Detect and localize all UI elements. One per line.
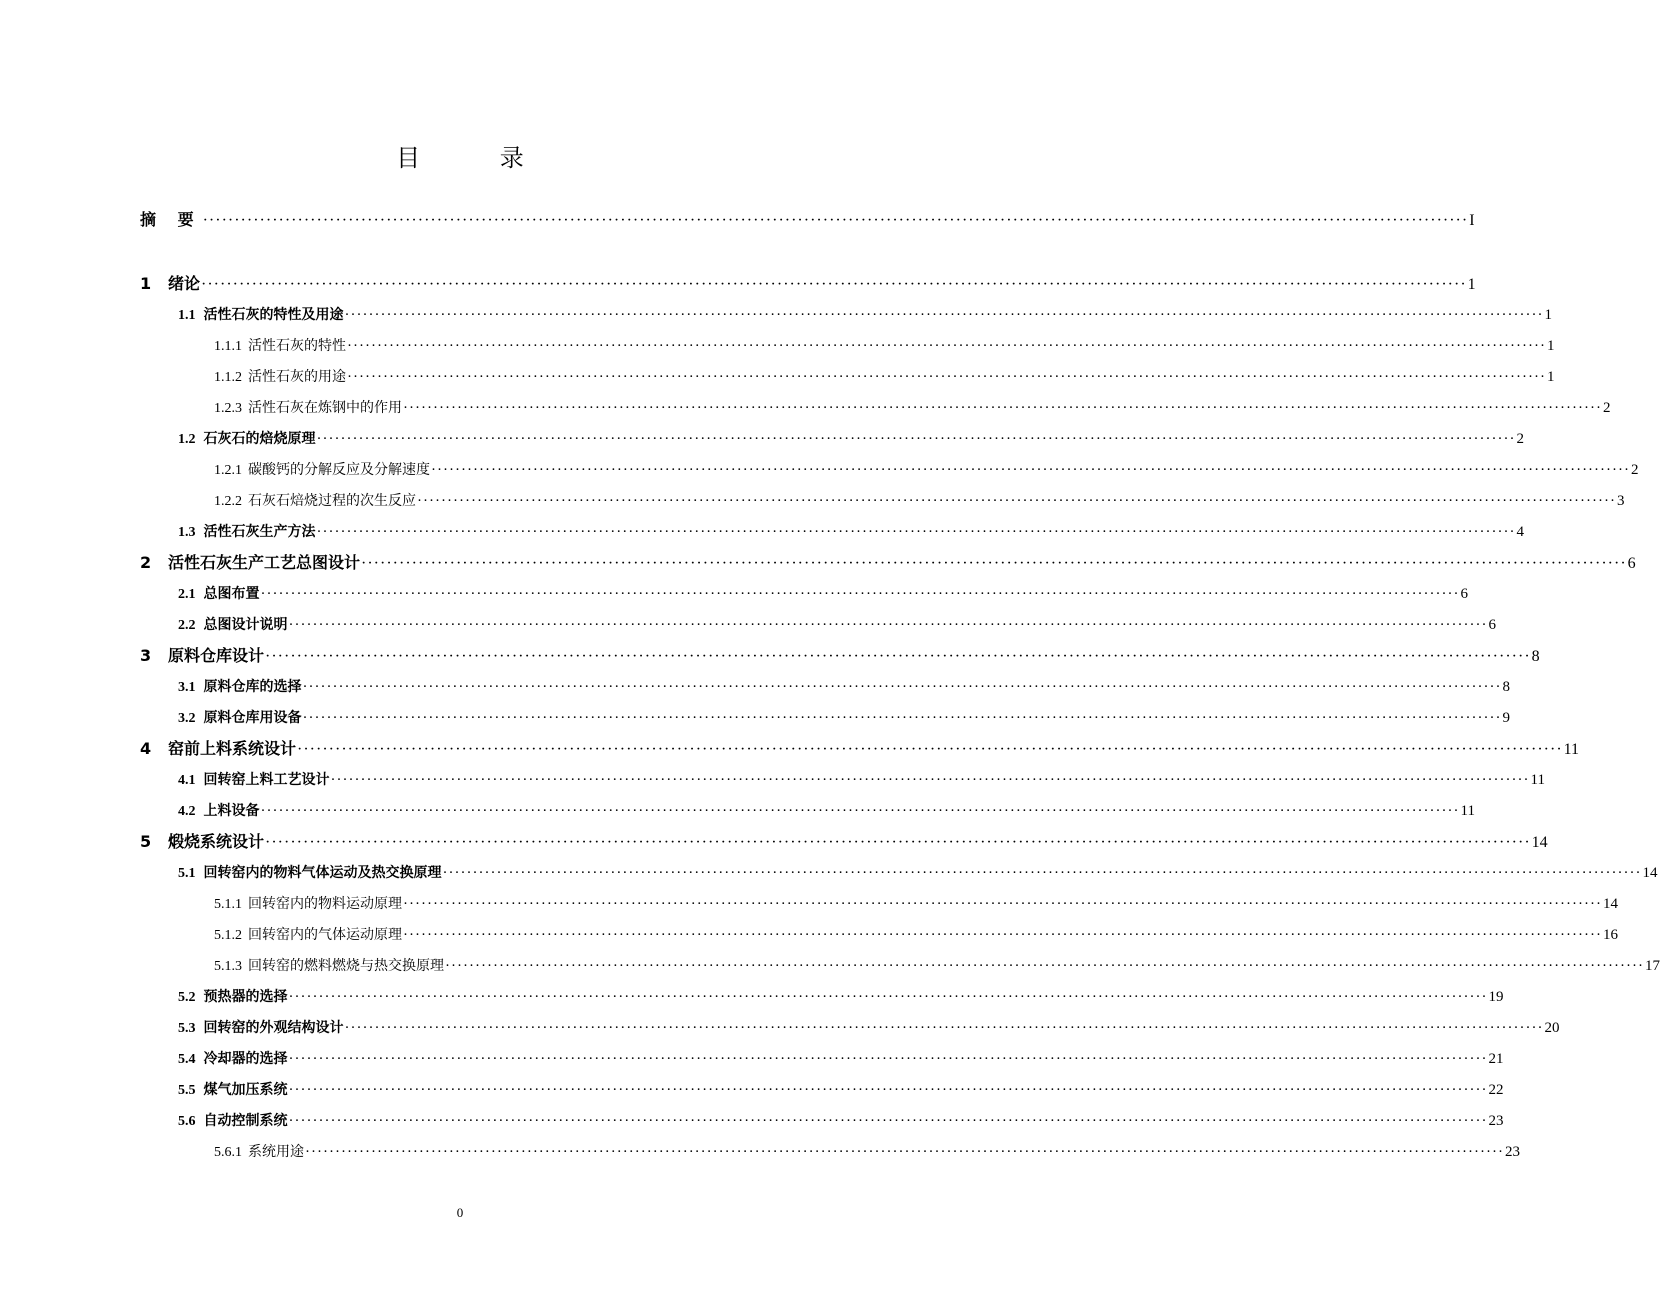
toc-entry-text: 窑前上料系统设计 — [168, 739, 297, 758]
toc-entry[interactable] — [140, 737, 1580, 761]
toc-leader-dots: ········································································································································································································ — [442, 865, 1642, 881]
toc-entry[interactable] — [178, 1078, 1504, 1102]
toc-entry[interactable] — [214, 892, 1619, 916]
toc-leader-dots: ········································································································································································································ — [316, 431, 1516, 447]
toc-entry-page: 19 — [1488, 989, 1504, 1005]
toc-entry-page: 14 — [1531, 834, 1548, 851]
toc-leader-dots: ········································································································································································································ — [288, 1082, 1488, 1098]
toc-entry-page: 16 — [1603, 927, 1619, 943]
toc-entry-number: 1.1.2 — [214, 370, 242, 385]
toc-entry[interactable] — [214, 396, 1611, 420]
toc-entry-number: 3.1 — [178, 680, 196, 695]
toc-entry-page: 21 — [1488, 1051, 1504, 1067]
toc-entry[interactable] — [214, 923, 1619, 947]
toc-leader-dots: ········································································································································································································ — [445, 958, 1645, 974]
toc-entry-abstract[interactable] — [140, 208, 1475, 232]
toc-entry[interactable] — [140, 830, 1548, 854]
toc-entry[interactable] — [178, 303, 1553, 327]
toc-entry[interactable] — [178, 1109, 1504, 1133]
toc-entry-number: 1.2.2 — [214, 494, 242, 509]
toc-entry[interactable] — [178, 768, 1545, 792]
toc-leader-dots: ········································································································································································································ — [288, 617, 1488, 633]
toc-entry-text: 煤气加压系统 — [203, 1082, 288, 1098]
toc-entry-text: 冷却器的选择 — [203, 1051, 288, 1067]
toc-entry-text: 系统用途 — [248, 1144, 304, 1160]
toc-leader-dots: ········································································································································································································ — [431, 462, 1631, 478]
toc-leader-dots: ········································································································································································································ — [288, 1051, 1488, 1067]
toc-entry-text: 回转窑的外观结构设计 — [203, 1020, 344, 1036]
toc-entry-text: 总图设计说明 — [203, 617, 288, 633]
toc-entry-text: 摘 要 — [140, 210, 202, 229]
toc-entry-number: 5.3 — [178, 1021, 196, 1036]
toc-entry-page: 1 — [1547, 338, 1555, 354]
toc-entry-page: 17 — [1645, 958, 1660, 974]
page-number: 0 — [456, 1205, 464, 1220]
toc-entry-page: 1 — [1467, 276, 1476, 293]
toc-leader-dots: ········································································································································································································ — [330, 772, 1530, 788]
toc-entry-number: 5.1.3 — [214, 959, 242, 974]
toc-entry-page: 20 — [1544, 1020, 1560, 1036]
toc-entry-text: 活性石灰生产工艺总图设计 — [168, 553, 361, 572]
toc-leader-dots: ········································································································································································································ — [347, 338, 1547, 354]
toc-leader-dots: ········································································································································································································ — [316, 524, 1516, 540]
toc-entry[interactable] — [178, 675, 1511, 699]
toc-entry[interactable] — [214, 489, 1625, 513]
toc-leader-dots: ········································································································································································································ — [302, 710, 1502, 726]
toc-entry-text: 碳酸钙的分解反应及分解速度 — [248, 462, 430, 478]
toc-entry-page: 22 — [1488, 1082, 1504, 1098]
toc-entry-text: 总图布置 — [203, 586, 260, 602]
toc-entry-number: 5.4 — [178, 1052, 196, 1067]
toc-entry[interactable] — [178, 427, 1525, 451]
toc-entry-number: 1.2 — [178, 432, 196, 447]
toc-entry-number: 5.1.2 — [214, 928, 242, 943]
toc-entry-number: 3 — [140, 646, 152, 665]
toc-entry-page: 8 — [1502, 679, 1511, 695]
toc-entry-text: 回转窑的燃料燃烧与热交换原理 — [248, 958, 444, 974]
toc-entry-number: 1.3 — [178, 525, 196, 540]
toc-leader-dots: ········································································································································································································ — [347, 369, 1547, 385]
toc-entry-page: 2 — [1631, 462, 1639, 478]
toc-entry[interactable] — [178, 1016, 1560, 1040]
toc-entry[interactable] — [178, 520, 1525, 544]
toc-entry-text: 回转窑内的物料气体运动及热交换原理 — [203, 865, 442, 881]
toc-entry[interactable] — [214, 954, 1660, 978]
toc-entry-page: 2 — [1516, 431, 1525, 447]
toc-leader-dots: ········································································································································································································ — [297, 741, 1563, 758]
toc-leader-dots: ········································································································································································································ — [361, 555, 1627, 572]
toc-leader-dots: ········································································································································································································ — [265, 834, 1531, 851]
toc-entry-number: 5.5 — [178, 1083, 196, 1098]
toc-leader-dots: ········································································································································································································ — [260, 586, 1460, 602]
toc-entry-text: 回转窑内的气体运动原理 — [248, 927, 402, 943]
toc-entry-number: 5.1 — [178, 866, 196, 881]
toc-leader-dots: ········································································································································································································ — [202, 212, 1469, 229]
toc-entry-text: 活性石灰的用途 — [248, 369, 346, 385]
toc-entry-page: 8 — [1531, 648, 1540, 665]
toc-entry-text: 回转窑内的物料运动原理 — [248, 896, 402, 912]
toc-entry-page: 14 — [1642, 865, 1658, 881]
toc-entry[interactable] — [178, 861, 1658, 885]
toc-entry-number: 1.1 — [178, 308, 196, 323]
toc-entry-page: 2 — [1603, 400, 1611, 416]
toc-entry-number: 1 — [140, 274, 152, 293]
toc-entry-page: 23 — [1488, 1113, 1504, 1129]
toc-entry[interactable] — [214, 458, 1639, 482]
toc-entry-number: 4.1 — [178, 773, 196, 788]
toc-entry-text: 煅烧系统设计 — [168, 832, 265, 851]
toc-entry-page: 1 — [1544, 307, 1553, 323]
toc-leader-dots: ········································································································································································································ — [288, 1113, 1488, 1129]
toc-entry-number: 5.6.1 — [214, 1145, 242, 1160]
toc-leader-dots: ········································································································································································································ — [288, 989, 1488, 1005]
toc-entry-text: 石灰石焙烧过程的次生反应 — [248, 493, 416, 509]
toc-entry-text: 活性石灰的特性及用途 — [203, 307, 344, 323]
toc-entry-text: 自动控制系统 — [203, 1113, 288, 1129]
toc-entry[interactable] — [140, 551, 1636, 575]
toc-leader-dots: ········································································································································································································ — [417, 493, 1617, 509]
toc-entry-text: 活性石灰的特性 — [248, 338, 346, 354]
toc-entry-page: 1 — [1547, 369, 1555, 385]
toc-entry-page: 6 — [1488, 617, 1497, 633]
toc-entry-number: 3.2 — [178, 711, 196, 726]
toc-entry-number: 5.2 — [178, 990, 196, 1005]
toc-leader-dots: ········································································································································································································ — [403, 927, 1603, 943]
toc-leader-dots: ········································································································································································································ — [201, 276, 1467, 293]
toc-entry[interactable] — [178, 985, 1504, 1009]
toc-entry-number: 2.2 — [178, 618, 196, 633]
toc-entry-number: 1.2.3 — [214, 401, 242, 416]
toc-entry-text: 上料设备 — [203, 803, 260, 819]
toc-entry-number: 5.6 — [178, 1114, 196, 1129]
toc-entry-number: 5.1.1 — [214, 897, 242, 912]
toc-leader-dots: ········································································································································································································ — [344, 307, 1544, 323]
toc-entry[interactable] — [178, 1047, 1504, 1071]
toc-entry-page: 23 — [1505, 1144, 1521, 1160]
toc-entry-text: 原料仓库设计 — [168, 646, 265, 665]
toc-entry[interactable] — [214, 365, 1555, 389]
toc-entry-text: 原料仓库的选择 — [203, 679, 302, 695]
toc-entry-page: 11 — [1563, 741, 1580, 758]
toc-leader-dots: ········································································································································································································ — [305, 1144, 1505, 1160]
toc-entry[interactable] — [140, 272, 1476, 296]
toc-entry-text: 石灰石的焙烧原理 — [203, 431, 316, 447]
toc-entry-text: 回转窑上料工艺设计 — [203, 772, 330, 788]
toc-entry[interactable] — [214, 1140, 1521, 1164]
toc-entry-number: 5 — [140, 832, 152, 851]
toc-entry[interactable] — [178, 706, 1511, 730]
toc-entry-text: 预热器的选择 — [203, 989, 288, 1005]
toc-entry-number: 2.1 — [178, 587, 196, 602]
toc-leader-dots: ········································································································································································································ — [265, 648, 1531, 665]
toc-entry-page: 11 — [1460, 803, 1475, 819]
toc-entry-number: 4.2 — [178, 804, 196, 819]
toc-entry-number: 4 — [140, 739, 152, 758]
toc-leader-dots: ········································································································································································································ — [403, 400, 1603, 416]
toc-entry-text: 绪论 — [168, 274, 201, 293]
toc-entry-page: 4 — [1516, 524, 1525, 540]
page-title: 目 录 — [396, 144, 560, 172]
toc-entry-page: 11 — [1530, 772, 1545, 788]
toc-entry-number: 1.2.1 — [214, 463, 242, 478]
toc-entry[interactable] — [178, 582, 1469, 606]
toc-leader-dots: ········································································································································································································ — [344, 1020, 1544, 1036]
toc-entry-number: 1.1.1 — [214, 339, 242, 354]
toc-leader-dots: ········································································································································································································ — [302, 679, 1502, 695]
toc-entry-page: 6 — [1460, 586, 1469, 602]
toc-entry-text: 活性石灰在炼钢中的作用 — [248, 400, 402, 416]
toc-entry-page: 6 — [1627, 555, 1636, 572]
toc-entry-page: 14 — [1603, 896, 1619, 912]
toc-entry-text: 原料仓库用设备 — [203, 710, 302, 726]
toc-entry[interactable] — [214, 334, 1555, 358]
toc-entry-page: 3 — [1617, 493, 1625, 509]
toc-entry[interactable] — [178, 799, 1475, 823]
toc-entry-page: 9 — [1502, 710, 1511, 726]
toc-entry[interactable] — [178, 613, 1497, 637]
toc-leader-dots: ········································································································································································································ — [260, 803, 1460, 819]
toc-leader-dots: ········································································································································································································ — [403, 896, 1603, 912]
toc-entry-page: I — [1469, 212, 1475, 229]
toc-entry-number: 2 — [140, 553, 152, 572]
toc-entry-text: 活性石灰生产方法 — [203, 524, 316, 540]
toc-entry[interactable] — [140, 644, 1540, 668]
